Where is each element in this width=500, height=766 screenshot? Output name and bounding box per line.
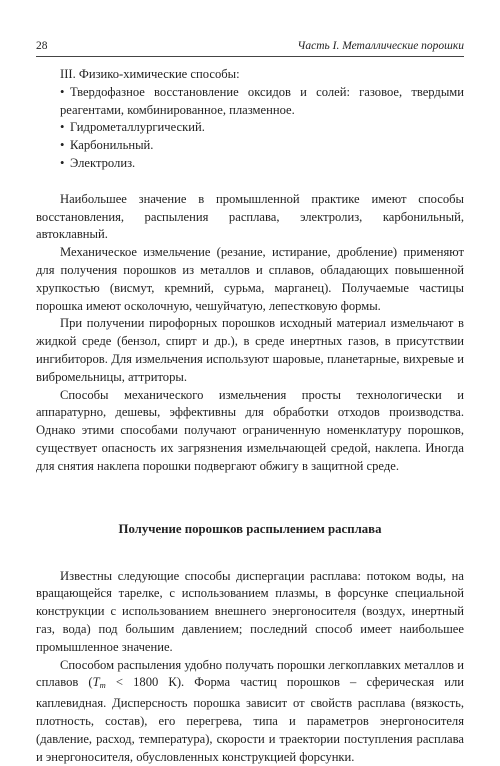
running-header [36, 40, 464, 57]
list-item [36, 155, 464, 173]
paragraph: Известны следующие способы диспергации расплава: потоком воды, на вращающейся тарелке, с использованием плазмы, в форсунке специальной конструкции с использованием внешнего энергоносителя (воздух, инертный газ, вода) под большим давлением; последний способ имеет наибольшее промышленное значение. [36, 568, 464, 654]
melting-temp-symbol: T [92, 675, 100, 690]
bullet-mark: • [60, 155, 65, 170]
paragraph: При получении пирофорных порошков исходный материал измельчают в жидкой среде (бензол, спирт и др.), в среде инертных газов, в присутствии ингибиторов. Для измельчения используют шаровые, планетарные, вихревые и вибромельницы, аттриторы. [36, 316, 464, 384]
paragraph: Наибольшее значение в промышленной практике имеют способы восстановления, распыления расплава, электролиз, карбонильный, автоклавный. [36, 191, 464, 242]
running-title: Часть I. Металлические порошки [297, 40, 464, 52]
paragraph-text: < 1800 К). Форма частиц порошков – сферическая или каплевидная. Дисперсность порошка зависит от свойств расплава (вязкость, плотность, состав), его перегрева, типа и параметров энергоносителя (давление, расход, температура), скорости и траектории поступления расплава и энергоносителя, обусловленных конструкцией форсунки. [36, 675, 464, 764]
melting-temp-subscript: m [99, 680, 106, 691]
list-item-text: Твердофазное восстановление оксидов и солей: газовое, твердыми реагентами, комбинированное, плазменное. [60, 84, 464, 117]
page-body [36, 66, 464, 766]
list-item [36, 137, 464, 155]
list-item [36, 119, 464, 137]
list-item-text: Гидрометаллургический. [70, 120, 205, 135]
paragraph-text: Способом распыления удобно получать порошки легкоплавких металлов и сплавов ( [36, 657, 464, 690]
list-item-text: Электролиз. [70, 155, 136, 170]
list-title: III. Физико-химические способы: [60, 67, 240, 81]
list-item-text: Карбонильный. [70, 138, 154, 153]
page-number: 28 [36, 40, 48, 52]
list-item [36, 84, 464, 120]
paragraph: Способы механического измельчения просты технологически и аппаратурно, дешевы, эффективны для обработки отходов производства. Однако этими способами получают ограниченную номенклатуру порошков, существует опасность их загрязнения измельчающей средой, наклепа. Иногда для снятия наклепа порошки подвергают обжигу в защитной среде. [36, 387, 464, 473]
section-heading: Получение порошков распылением расплава [118, 521, 382, 536]
bullet-mark: • [60, 138, 65, 153]
paragraph [36, 657, 464, 766]
bullet-mark: • [60, 120, 65, 135]
bullet-mark: • [60, 84, 65, 99]
paragraph: Механическое измельчение (резание, истирание, дробление) применяют для получения порошков из металлов и сплавов, обладающих повышенной хрупкостью (висмут, кремний, сурьма, марганец). Получаемые частицы порошка имеют осколочную, чешуйчатую, лепестковую формы. [36, 245, 464, 313]
